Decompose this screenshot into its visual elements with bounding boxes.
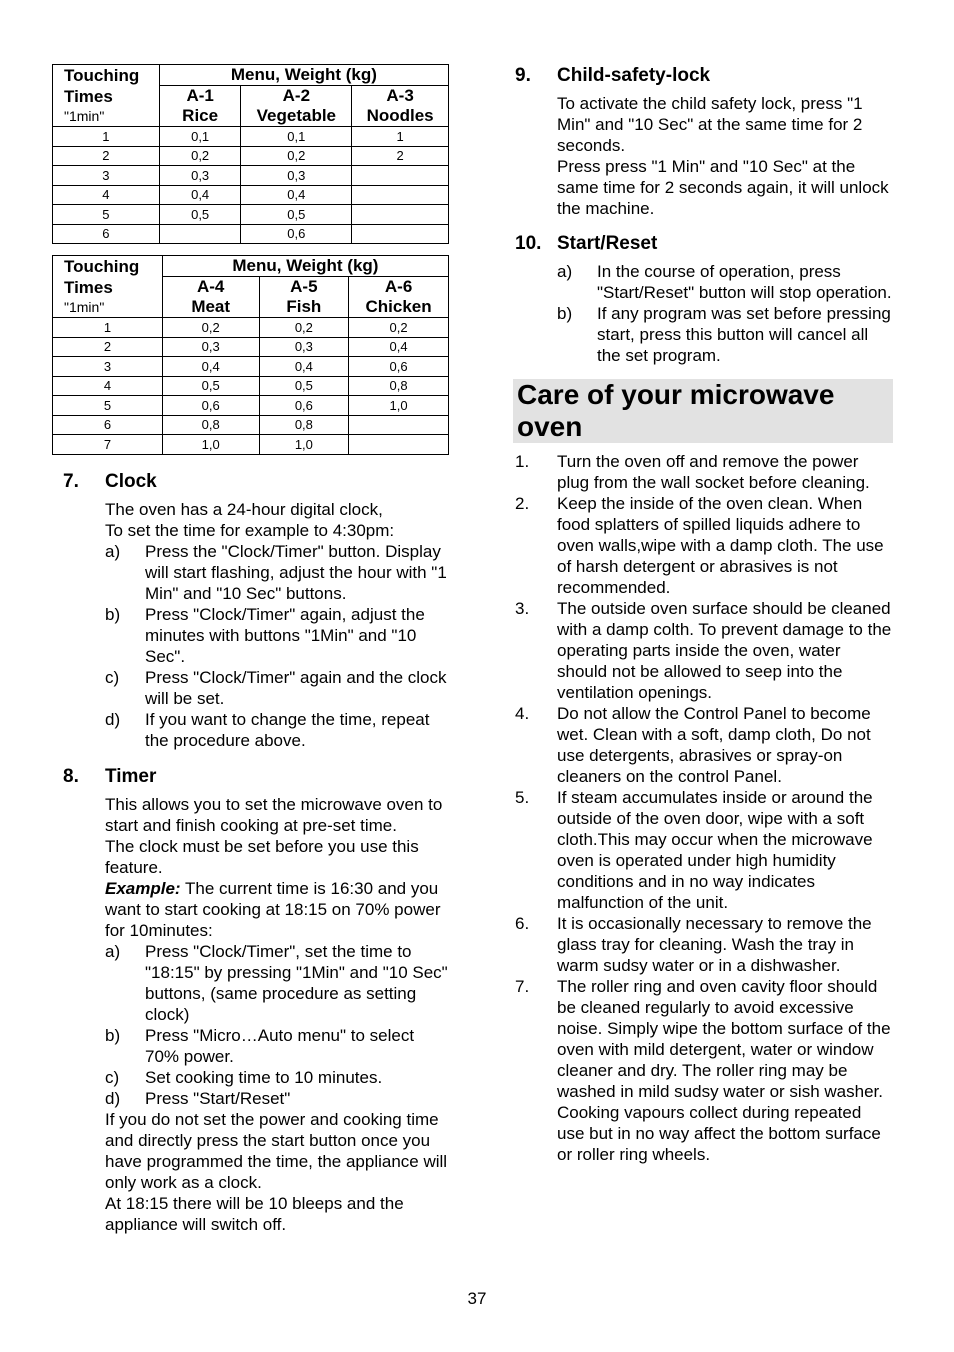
item-marker: a) [105,541,121,561]
table-row [53,205,449,225]
table-row [53,435,449,455]
column-name: Fish [286,297,322,316]
start-reset-section [515,232,893,366]
table-cell: 0,4 [159,185,241,205]
table-cell: 0,8 [259,415,349,435]
table-cell: 0,3 [241,166,352,186]
item-marker: a) [105,941,121,961]
column-code: A-3 [386,86,414,105]
table-cell: 0,5 [159,205,241,225]
touching-times-header [53,65,160,127]
child-lock-para-2: Press press "1 Min" and "10 Sec" at the same time for 2 seconds again, it will unlock the machine. [557,157,889,218]
times-label: Times [64,87,113,106]
table-cell: 0,4 [259,357,349,377]
item-text: The roller ring and oven cavity floor should be cleaned regularly to avoid excessive noise. Simply wipe the bottom surface of the oven with mild detergent, water or window cleaner and dry. The roller ring may be washed in mild sudsy water or sish washer. Cooking vapours collect during repeated use but in no way affect the bottom surface or roller ring wheels. [557,977,891,1164]
column-name: Rice [182,106,219,125]
item-marker: 1. [515,452,530,471]
table-cell [352,166,449,186]
item-marker: 2. [515,494,530,513]
item-text: If any program was set before pressing start, press this button will cancel all the set program. [597,304,891,365]
item-marker: 7. [515,977,530,996]
column-header [159,86,241,127]
column-code: A-5 [290,277,318,296]
start-reset-step [515,303,893,366]
table-cell [352,205,449,225]
table-cell: 1 [352,127,449,147]
table-row [53,396,449,416]
item-marker: 5. [515,788,530,807]
table-cell: 0,5 [162,376,259,396]
column-name: Meat [191,297,231,316]
item-marker: d) [105,709,121,729]
touching-label: Touching [64,66,140,85]
table-cell: 0,6 [241,224,352,244]
item-text: Press "Micro…Auto menu" to select 70% power. [145,1025,415,1066]
weight-table-2 [52,255,449,455]
example-label: Example: [105,878,181,898]
table-cell [352,185,449,205]
right-column [515,64,893,1165]
table-row [53,127,449,147]
table-cell: 0,4 [162,357,259,377]
item-text: Press "Clock/Timer", set the time to "18:15" by pressing "1Min" and "10 Sec" buttons, (same procedure as setting clock) [145,941,448,1024]
care-item [515,493,893,598]
table-cell [349,435,449,455]
table-row [53,415,449,435]
left-column [52,64,450,1235]
care-item [515,787,893,913]
table-cell: 0,2 [159,146,241,166]
table-cell: 0,1 [159,127,241,147]
care-item [515,703,893,787]
table-row [53,185,449,205]
table-cell: 0,3 [259,337,349,357]
table-cell: 0,5 [259,376,349,396]
clock-intro: The oven has a 24-hour digital clock, [105,499,383,519]
table-cell: 1 [53,127,160,147]
table-cell: 0,6 [349,357,449,377]
child-lock-para-1: To activate the child safety lock, press "1 Min" and "10 Sec" at the same time for 2 seconds. [557,94,863,155]
care-item [515,976,893,1165]
column-name: Noodles [366,106,434,125]
item-marker: b) [557,304,573,323]
table-cell [352,224,449,244]
column-name: Vegetable [256,106,337,125]
table-cell: 1 [53,318,163,338]
timer-step [52,1025,450,1067]
column-header [259,277,349,318]
table-cell: 6 [53,415,163,435]
timer-para-1: This allows you to set the microwave oven to start and finish cooking at pre-set time. [105,794,443,835]
table-cell: 0,2 [259,318,349,338]
table-cell: 1,0 [259,435,349,455]
child-lock-heading [515,64,893,88]
item-text: It is occasionally necessary to remove the glass tray for cleaning. Wash the tray in warm sudsy water or in a dishwasher. [557,914,872,975]
table-row [53,376,449,396]
column-code: A-2 [282,86,311,105]
timer-title: Timer [105,765,157,787]
clock-step [52,541,450,604]
start-reset-heading [515,232,893,256]
column-header [162,277,259,318]
clock-intro-2: To set the time for example to 4:30pm: [105,520,395,540]
unit-label: "1min" [64,299,105,315]
table-row [53,166,449,186]
item-marker: c) [105,667,120,687]
unit-label: "1min" [64,108,105,124]
care-item [515,598,893,703]
timer-heading [52,765,450,789]
touching-times-header [53,256,163,318]
clock-step [52,667,450,709]
menu-weight-header: Menu, Weight (kg) [162,256,448,277]
table-cell: 4 [53,376,163,396]
clock-number: 7. [63,470,79,492]
table-cell: 5 [53,396,163,416]
item-marker: 3. [515,599,530,618]
timer-number: 8. [63,765,79,787]
start-reset-steps [515,261,893,366]
table-cell: 0,2 [241,146,352,166]
item-marker: 6. [515,914,530,933]
clock-step [52,604,450,667]
table-row [53,224,449,244]
child-lock-title: Child-safety-lock [557,65,711,86]
table-row [53,337,449,357]
table-cell: 0,4 [241,185,352,205]
table-cell: 0,4 [349,337,449,357]
table-cell: 0,1 [241,127,352,147]
touching-label: Touching [64,257,140,276]
column-code: A-4 [196,277,225,296]
care-list [515,451,893,1165]
item-marker: 4. [515,704,530,723]
column-header [241,86,352,127]
table-cell: 1,0 [349,396,449,416]
clock-section [52,470,450,751]
item-text: Press "Start/Reset" [145,1088,291,1108]
table-cell: 2 [53,337,163,357]
page-number: 37 [467,1289,487,1308]
item-text: Press "Clock/Timer" again, adjust the minutes with buttons "1Min" and "10 Sec". [145,604,425,666]
table-cell: 0,6 [259,396,349,416]
table-cell: 0,2 [162,318,259,338]
item-marker: d) [105,1088,121,1108]
table-cell: 3 [53,166,160,186]
item-text: Do not allow the Control Panel to become wet. Clean with a soft, damp cloth, Do not use detergents, abrasives or spray-on cleaners on the control Panel. [557,704,871,786]
table-row [53,357,449,377]
timer-para-2: The clock must be set before you use this feature. [105,836,419,877]
table-cell: 1,0 [162,435,259,455]
item-text: If you want to change the time, repeat the procedure above. [145,709,430,750]
table-row [53,318,449,338]
menu-weight-header: Menu, Weight (kg) [159,65,448,86]
timer-step [52,1067,450,1088]
example-text: The current time is 16:30 and you want to start cooking at 18:15 on 70% power for 10minutes: [105,878,441,940]
start-reset-step [515,261,893,303]
timer-section [52,765,450,1235]
child-lock-section [515,64,893,219]
care-item [515,451,893,493]
timer-para-4: At 18:15 there will be 10 bleeps and the appliance will switch off. [105,1193,404,1234]
table-cell: 3 [53,357,163,377]
item-text: If steam accumulates inside or around the outside of the oven door, wipe with a soft cloth.This may occur when the microwave oven is operated under high humidity conditions and in no way indicates malfunction of the unit. [557,788,873,912]
clock-step [52,709,450,751]
table-cell: 0,5 [241,205,352,225]
item-text: Keep the inside of the oven clean. When food splatters of spilled liquids adhere to oven walls,wipe with a damp cloth. The use of harsh detergent or abrasives is not recommended. [557,494,884,597]
table-cell: 0,8 [162,415,259,435]
care-title: Care of your microwave oven [513,379,893,443]
table-cell: 2 [53,146,160,166]
start-reset-title: Start/Reset [557,233,658,254]
item-marker: a) [557,262,573,281]
column-code: A-1 [186,86,214,105]
weight-tables [52,64,450,455]
care-section [515,379,893,1165]
table-cell [159,224,241,244]
clock-heading [52,470,450,494]
item-marker: c) [105,1067,120,1087]
item-text: Turn the oven off and remove the power plug from the wall socket before cleaning. [557,452,870,492]
item-text: Set cooking time to 10 minutes. [145,1067,383,1087]
timer-steps [52,941,450,1109]
table-cell: 6 [53,224,160,244]
column-header [349,277,449,318]
table-cell: 0,6 [162,396,259,416]
item-text: Press the "Clock/Timer" button. Display will start flashing, adjust the hour with "1 Min" and "10 Sec" buttons. [145,541,447,603]
start-reset-number: 10. [515,233,542,254]
item-text: The outside oven surface should be cleaned with a damp colth. To prevent damage to the operating parts inside the oven, water should not be allowed to seep into the ventilation openings. [557,599,892,702]
item-text: In the course of operation, press "Start/Reset" button will stop operation. [597,262,892,302]
column-name: Chicken [365,297,432,316]
table-cell: 0,3 [162,337,259,357]
clock-steps [52,541,450,751]
item-marker: b) [105,1025,121,1045]
column-code: A-6 [384,277,413,296]
column-header [352,86,449,127]
timer-example [52,878,450,941]
table-row [53,146,449,166]
clock-title: Clock [105,470,157,492]
timer-step [52,1088,450,1109]
table-cell: 7 [53,435,163,455]
care-item [515,913,893,976]
item-marker: b) [105,604,121,624]
child-lock-number: 9. [515,65,531,86]
times-label: Times [64,278,113,297]
table-cell: 4 [53,185,160,205]
table-cell: 2 [352,146,449,166]
timer-para-3: If you do not set the power and cooking time and directly press the start button once you have programmed the time, the appliance will only work as a clock. [105,1109,448,1192]
table-cell [349,415,449,435]
table-cell: 5 [53,205,160,225]
weight-table-1 [52,64,449,244]
timer-step [52,941,450,1025]
table-cell: 0,2 [349,318,449,338]
item-text: Press "Clock/Timer" again and the clock will be set. [145,667,447,708]
table-cell: 0,3 [159,166,241,186]
table-cell: 0,8 [349,376,449,396]
